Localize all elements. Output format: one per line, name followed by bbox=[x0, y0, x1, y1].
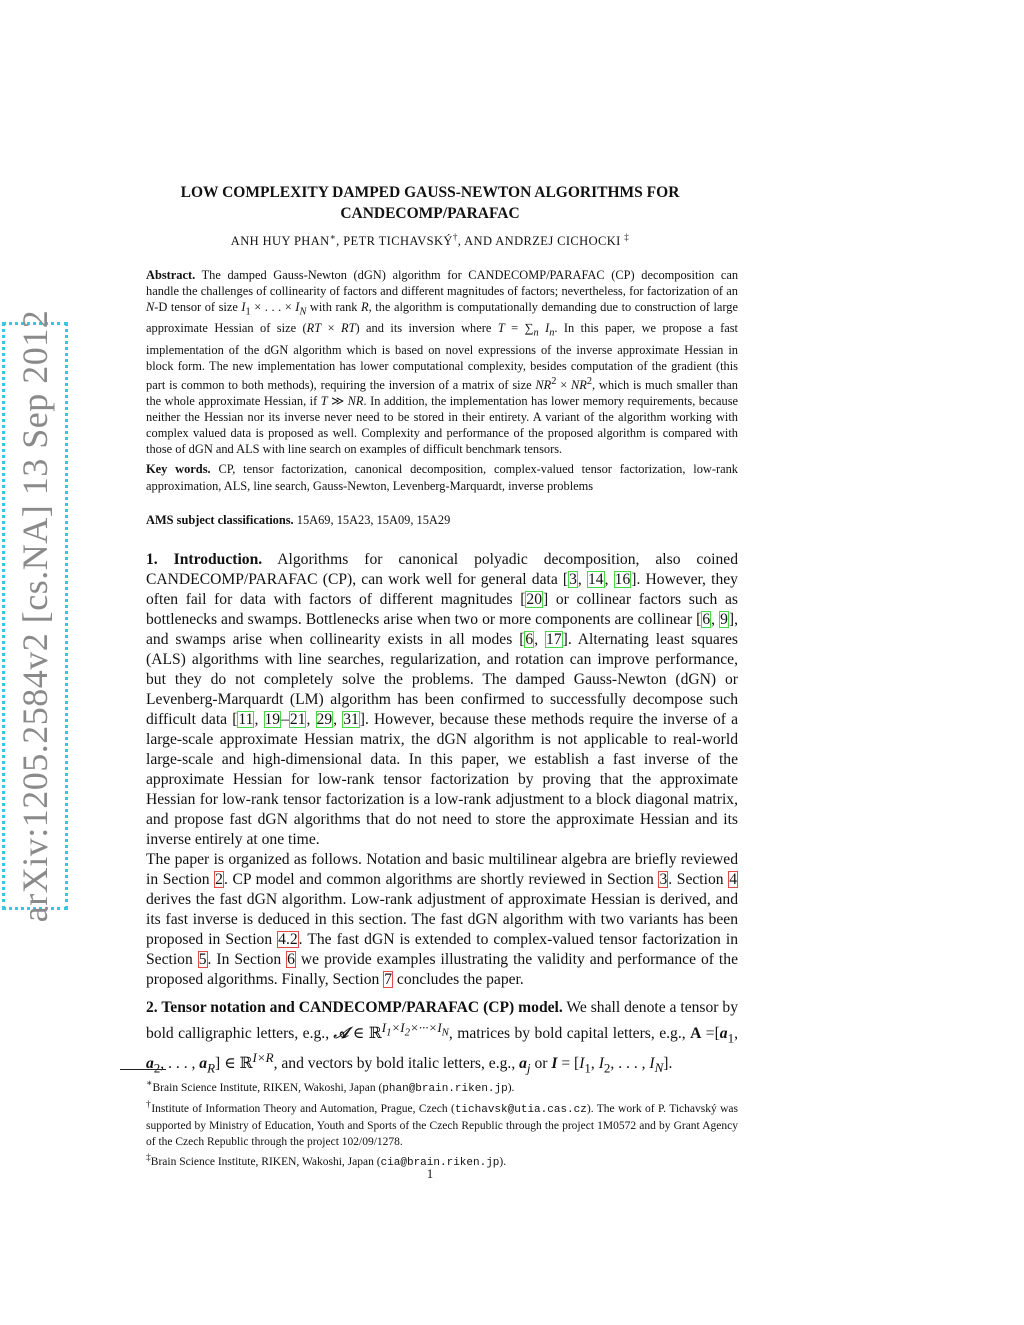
title-line-1: LOW COMPLEXITY DAMPED GAUSS-NEWTON ALGORITHMS FOR bbox=[180, 184, 680, 201]
abstract: Abstract. The damped Gauss-Newton (dGN) algorithm for CANDECOMP/PARAFAC (CP) decomposition can handle the challenges of collinearity of factors and different magnitudes of factors; nevertheless, for factorization of an N-D tensor of size $I_1$ × . . . × $I_N$ with rank R, the algorithm is computationally demanding due to construction of large approximate Hessian of size (RT × RT) and its inversion where $T = \sum_n$ $I_n$. In this paper, we propose a fast implementation of the dGN algorithm which is based on novel expressions of the inverse approximate Hessian in block form. The new implementation has lower computational complexity, besides computation of the gradient (this part is common to both methods), requiring the inversion of a matrix of size $NR^2 \times NR^2$, which is much smaller than the whole approximate Hessian, if T ≫ NR. In addition, the implementation has lower memory requirements, because neither the Hessian nor its inverse never need to be stored in their entirety. A variant of the algorithm working with complex valued data is proposed as well. Complexity and performance of the proposed algorithm is compared with those of dGN and ALS with line search on examples of difficult benchmark tensors. bbox=[146, 268, 739, 457]
section-2-paragraph: 2. Tensor notation and CANDECOMP/PARAFAC (CP) model. We shall denote a tensor by bold calligraphic letters, e.g., 𝒜 ∈ ℝ$^{I_1\times I_2\times\cdot\cdot\cdot\times I_N}$, matrices by bold capital letters, e.g., $A =[a_1$, $a_2$, . . . , $a_R$] ∈ ℝ$^{I\times R}$, and vectors by bold italic letters, e.g., $a_j$ or $I = [I_1$, $I_2$, . . . , $I_N$]. bbox=[146, 999, 738, 1076]
title-line-2: CANDECOMP/PARAFAC bbox=[340, 205, 520, 222]
email-link[interactable]: cia@brain.riken.jp bbox=[380, 1156, 500, 1169]
citation-link[interactable]: 31 bbox=[343, 711, 359, 728]
citation-link[interactable]: 14 bbox=[588, 571, 604, 588]
author-cichocki: ANDRZEJ CICHOCKI bbox=[495, 234, 621, 249]
section-2-heading: 2. Tensor notation and CANDECOMP/PARAFAC (CP) model. bbox=[146, 999, 563, 1016]
section-reference-link[interactable]: 3 bbox=[659, 871, 668, 888]
citation-link[interactable]: 3 bbox=[569, 571, 577, 588]
section-reference-link[interactable]: 5 bbox=[198, 951, 207, 968]
ams-classifications bbox=[120, 512, 738, 529]
keywords-label: Key words. bbox=[146, 462, 211, 476]
email-link[interactable]: phan@brain.riken.jp bbox=[382, 1082, 508, 1095]
citation-link[interactable]: 6 bbox=[702, 611, 711, 628]
arxiv-identifier[interactable]: arXiv:1205.2584v2 [cs.NA] 13 Sep 2012 bbox=[15, 309, 55, 923]
section-reference-link[interactable]: 4 bbox=[729, 871, 737, 888]
citation-link[interactable]: 6 bbox=[525, 631, 534, 648]
ams-label: AMS subject classifications. bbox=[146, 513, 294, 527]
section-reference-link[interactable]: 4.2 bbox=[278, 931, 298, 948]
citation-link[interactable]: 20 bbox=[526, 591, 543, 608]
ams-text: 15A69, 15A23, 15A09, 15A29 bbox=[296, 513, 451, 527]
citation-link[interactable]: 11 bbox=[238, 711, 254, 728]
intro-paragraph-2: The paper is organized as follows. Notation and basic multilinear algebra are briefly reviewed in Section 2. CP model and common algorithms are shortly reviewed in Section 3. Section 4 derives the fast dGN algorithm. Low-rank adjustment of approximate Hessian is derived, and its fast inverse is deduced in this section. The fast dGN algorithm with two variants has been proposed in Section 4.2. The fast dGN is extended to complex-valued tensor factorization in Section 5. In Section 6 we provide examples illustrating the validity and performance of the proposed algorithms. Finally, Section 7 concludes the paper. bbox=[146, 851, 738, 988]
abstract-label: Abstract. bbox=[146, 268, 196, 282]
author-list: ANH HUY PHAN∗, PETR TICHAVSKÝ†, AND ANDRZEJ CICHOCKI ‡ bbox=[230, 232, 630, 249]
keywords-text: CP, tensor factorization, canonical decomposition, complex-valued tensor factorization, low-rank approximation, ALS, line search, Gauss-Newton, Levenberg-Marquardt, inverse problems bbox=[146, 462, 738, 493]
author-phan: ANH HUY PHAN bbox=[230, 234, 330, 249]
arxiv-sidebar-stamp[interactable] bbox=[2, 309, 68, 923]
citation-link[interactable]: 21 bbox=[289, 711, 306, 728]
author-tichavsky: PETR TICHAVSKÝ bbox=[343, 234, 453, 249]
section-1-heading: 1. Introduction. bbox=[146, 551, 263, 568]
citation-link[interactable]: 29 bbox=[316, 711, 333, 728]
footnote-1: ∗Brain Science Institute, RIKEN, Wakoshi, Japan (phan@brain.riken.jp). bbox=[146, 1078, 515, 1095]
section-reference-link[interactable]: 6 bbox=[287, 951, 295, 968]
intro-paragraph-1: 1. Introduction. Algorithms for canonical polyadic decomposition, also coined CANDECOMP/PARAFAC (CP), can work well for general data [3, 14, 16]. However, they often fail for data with factors of different magnitudes [20] or collinear factors such as bottlenecks and swamps. Bottlenecks arise when two or more components are collinear [6, 9], and swamps arise when collinearity exists in all modes [6, 17]. Alternating least squares (ALS) algorithms with line searches, regularization, and rotation can improve performance, but they do not completely solve the problems. The damped Gauss-Newton (dGN) or Levenberg-Marquardt (LM) algorithm has been confirmed to successfully decompose such difficult data [11, 19–21, 29, 31]. However, because these methods require the inverse of a large-scale approximate Hessian matrix, the dGN algorithm is not applicable to real-world large-scale and high-dimensional data. In this paper, we establish a fast inverse of the approximate Hessian for low-rank tensor factorization by proving that the approximate Hessian for low-rank tensor factorization is a low-rank adjustment to a block diagonal matrix, and propose fast dGN algorithms that do not need to store the approximate Hessian and its inverse entirely at one time. bbox=[146, 551, 739, 848]
section-reference-link[interactable]: 2 bbox=[215, 871, 223, 888]
paper-title bbox=[120, 182, 740, 224]
section-reference-link[interactable]: 7 bbox=[384, 971, 392, 988]
citation-link[interactable]: 17 bbox=[546, 631, 562, 648]
citation-link[interactable]: 9 bbox=[720, 611, 728, 628]
footnote-2: †Institute of Information Theory and Automation, Prague, Czech (tichavsk@utia.cas.cz). The work of P. Tichavský was supported by Ministry of Education, Youth and Sports of the Czech Republic through the project 1M0572 and by Grant Agency of the Czech Republic through the project 102/09/1278. bbox=[146, 1098, 738, 1148]
footnote-3: ‡Brain Science Institute, RIKEN, Wakoshi, Japan (cia@brain.riken.jp). bbox=[146, 1151, 507, 1169]
citation-link[interactable]: 19 bbox=[264, 711, 281, 728]
footnote-rule bbox=[120, 1069, 166, 1070]
keywords bbox=[120, 461, 738, 495]
email-link[interactable]: tichavsk@utia.cas.cz bbox=[454, 1103, 587, 1116]
footnotes bbox=[120, 1076, 738, 1170]
page-number: 1 bbox=[426, 1167, 434, 1181]
main-body bbox=[120, 550, 738, 1079]
citation-link[interactable]: 16 bbox=[614, 571, 631, 588]
